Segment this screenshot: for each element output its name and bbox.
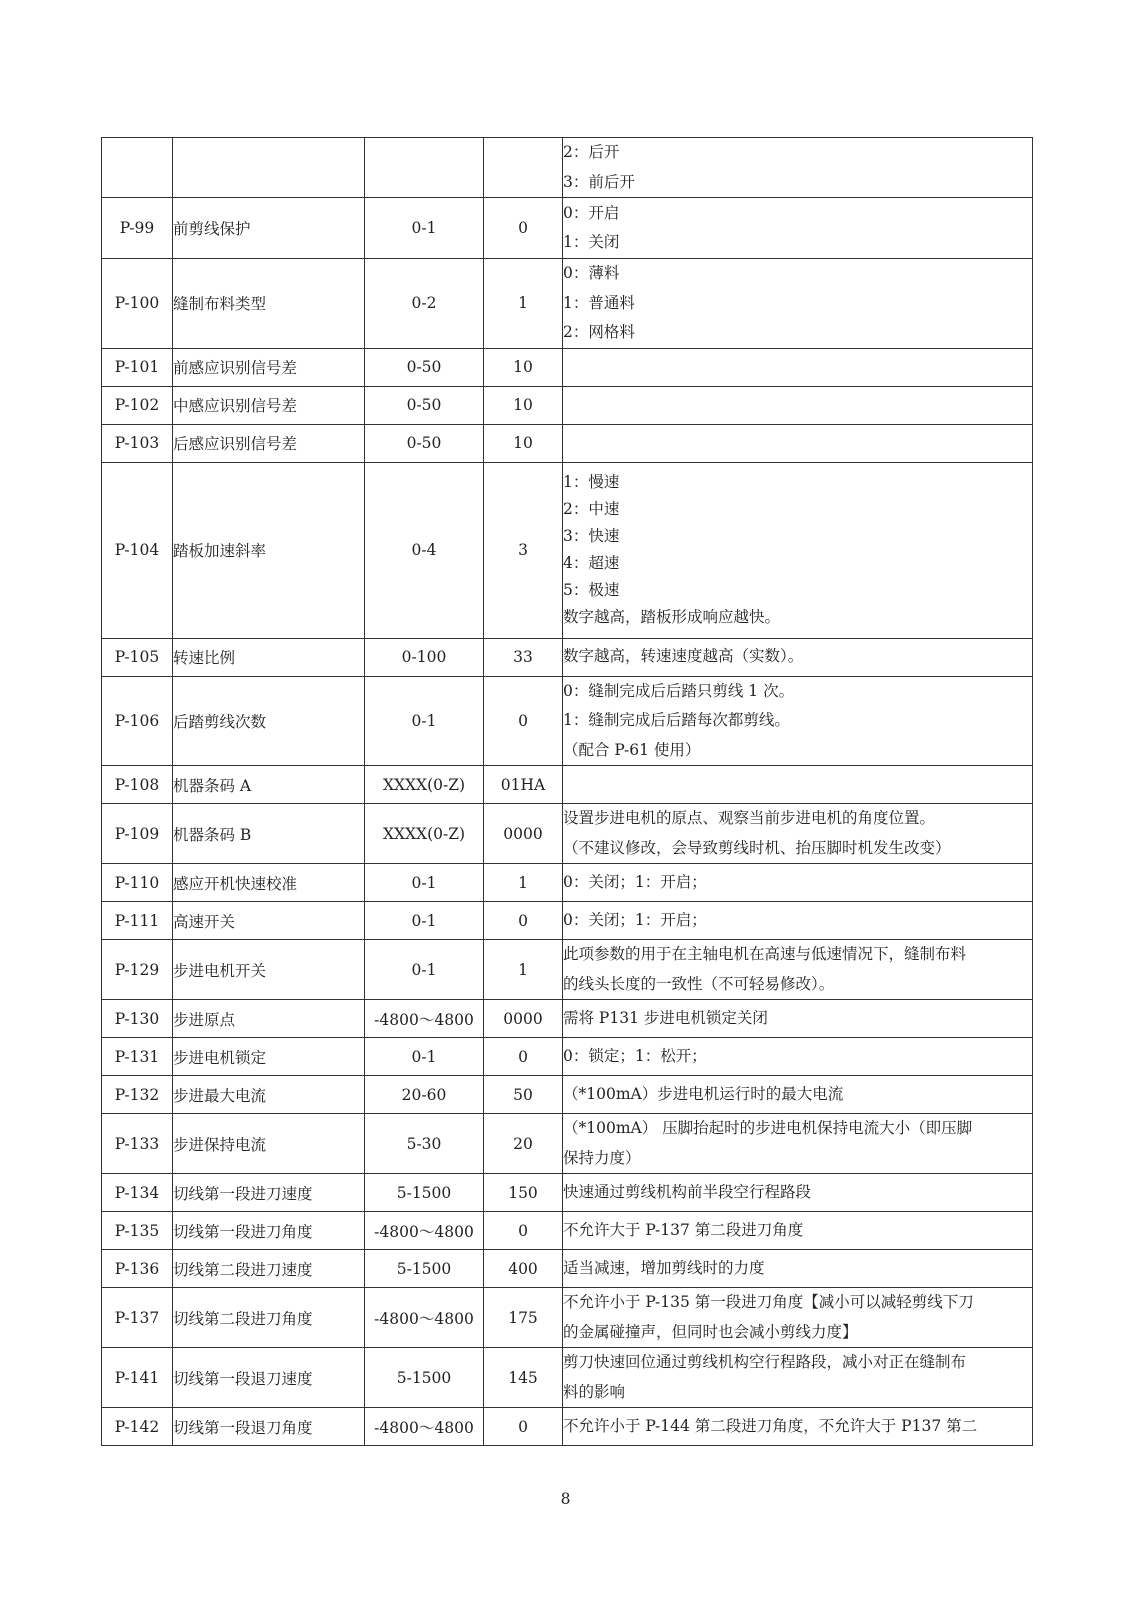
param-range: 0-1 bbox=[365, 198, 484, 259]
description-line: （配合 P-61 使用） bbox=[563, 740, 701, 759]
param-range: 0-1 bbox=[365, 1038, 484, 1076]
param-code: P-106 bbox=[102, 676, 173, 766]
description-line: 0：关闭；1：开启； bbox=[563, 910, 707, 929]
description-line: 3：前后开 bbox=[563, 172, 635, 191]
param-description bbox=[563, 1114, 1033, 1174]
parameter-table bbox=[101, 137, 1033, 1446]
param-code: P-103 bbox=[102, 424, 173, 462]
description-line: 2：网格料 bbox=[563, 323, 635, 341]
description-line: 的金属碰撞声，但同时也会减小剪线力度】 bbox=[563, 1322, 858, 1341]
description-line: （不建议修改，会导致剪线时机、抬压脚时机发生改变） bbox=[563, 838, 951, 857]
param-code: P-108 bbox=[102, 766, 173, 804]
table-row bbox=[102, 766, 1033, 804]
param-description bbox=[563, 1000, 1033, 1038]
table-row bbox=[102, 1174, 1033, 1212]
param-range: 20-60 bbox=[365, 1076, 484, 1114]
table-row bbox=[102, 864, 1033, 902]
description-line: （*100mA）步进电机运行时的最大电流 bbox=[563, 1084, 844, 1103]
description-line: 5：极速 bbox=[563, 581, 620, 599]
param-name: 高速开关 bbox=[173, 902, 365, 940]
param-range: -4800～4800 bbox=[365, 1408, 484, 1446]
param-range: 0-50 bbox=[365, 424, 484, 462]
param-name: 切线第一段退刀角度 bbox=[173, 1408, 365, 1446]
param-description bbox=[563, 1288, 1033, 1348]
table-row bbox=[102, 1038, 1033, 1076]
param-description bbox=[563, 1174, 1033, 1212]
description-line: 4：超速 bbox=[563, 554, 620, 572]
description-line: 需将 P131 步进电机锁定关闭 bbox=[563, 1008, 768, 1027]
table-row bbox=[102, 462, 1033, 638]
param-code: P-133 bbox=[102, 1114, 173, 1174]
param-default: 0 bbox=[484, 1212, 563, 1250]
param-range: 5-1500 bbox=[365, 1174, 484, 1212]
param-description bbox=[563, 424, 1033, 462]
param-code: P-111 bbox=[102, 902, 173, 940]
description-line: 数字越高，转速速度越高（实数）。 bbox=[563, 647, 804, 666]
param-code: P-109 bbox=[102, 804, 173, 864]
table-row bbox=[102, 1348, 1033, 1408]
param-code: P-141 bbox=[102, 1348, 173, 1408]
param-default: 0 bbox=[484, 902, 563, 940]
param-description bbox=[563, 1212, 1033, 1250]
param-default: 01HA bbox=[484, 766, 563, 804]
param-code: P-129 bbox=[102, 940, 173, 1000]
param-code: P-136 bbox=[102, 1250, 173, 1288]
param-description bbox=[563, 1250, 1033, 1288]
param-description bbox=[563, 198, 1033, 259]
table-row bbox=[102, 1076, 1033, 1114]
param-default: 10 bbox=[484, 348, 563, 386]
param-range: 0-50 bbox=[365, 386, 484, 424]
description-line: 1：慢速 bbox=[563, 473, 620, 491]
param-range: XXXX(0-Z) bbox=[365, 804, 484, 864]
param-code: P-100 bbox=[102, 259, 173, 349]
param-name bbox=[173, 138, 365, 198]
param-code: P-142 bbox=[102, 1408, 173, 1446]
description-line: 适当减速，增加剪线时的力度 bbox=[563, 1258, 765, 1277]
table-row bbox=[102, 348, 1033, 386]
page-number: 8 bbox=[560, 1490, 571, 1508]
param-range: -4800～4800 bbox=[365, 1288, 484, 1348]
param-range: XXXX(0-Z) bbox=[365, 766, 484, 804]
param-description bbox=[563, 766, 1033, 804]
description-line: 的线头长度的一致性（不可轻易修改）。 bbox=[563, 974, 835, 993]
param-name: 步进保持电流 bbox=[173, 1114, 365, 1174]
param-default: 0 bbox=[484, 676, 563, 766]
param-default: 50 bbox=[484, 1076, 563, 1114]
param-default: 150 bbox=[484, 1174, 563, 1212]
description-line: 3：快速 bbox=[563, 527, 620, 545]
param-code: P-134 bbox=[102, 1174, 173, 1212]
param-range: 0-1 bbox=[365, 864, 484, 902]
table-row bbox=[102, 804, 1033, 864]
param-default bbox=[484, 138, 563, 198]
table-row bbox=[102, 1288, 1033, 1348]
table-row bbox=[102, 902, 1033, 940]
description-line: 料的影响 bbox=[563, 1382, 626, 1401]
param-range: 0-1 bbox=[365, 902, 484, 940]
table-row bbox=[102, 1114, 1033, 1174]
param-range: -4800～4800 bbox=[365, 1000, 484, 1038]
param-description bbox=[563, 1076, 1033, 1114]
param-description bbox=[563, 804, 1033, 864]
param-default: 400 bbox=[484, 1250, 563, 1288]
description-line: 设置步进电机的原点、观察当前步进电机的角度位置。 bbox=[563, 809, 936, 827]
param-code: P-132 bbox=[102, 1076, 173, 1114]
param-range: 0-50 bbox=[365, 348, 484, 386]
param-code: P-131 bbox=[102, 1038, 173, 1076]
param-code: P-135 bbox=[102, 1212, 173, 1250]
param-range: 0-2 bbox=[365, 259, 484, 349]
param-name: 后感应识别信号差 bbox=[173, 424, 365, 462]
description-line: 数字越高，踏板形成响应越快。 bbox=[563, 608, 781, 626]
param-code: P-130 bbox=[102, 1000, 173, 1038]
param-description bbox=[563, 940, 1033, 1000]
description-line: （*100mA） 压脚抬起时的步进电机保持电流大小（即压脚 bbox=[563, 1119, 973, 1137]
param-code: P-104 bbox=[102, 462, 173, 638]
param-name: 切线第二段进刀角度 bbox=[173, 1288, 365, 1348]
param-name: 切线第一段退刀速度 bbox=[173, 1348, 365, 1408]
param-name: 中感应识别信号差 bbox=[173, 386, 365, 424]
param-default: 0000 bbox=[484, 1000, 563, 1038]
param-default: 1 bbox=[484, 864, 563, 902]
param-range: 0-100 bbox=[365, 638, 484, 676]
param-name: 切线第二段进刀速度 bbox=[173, 1250, 365, 1288]
param-default: 3 bbox=[484, 462, 563, 638]
table-row bbox=[102, 1212, 1033, 1250]
description-line: 0：开启 bbox=[563, 203, 620, 222]
param-name: 转速比例 bbox=[173, 638, 365, 676]
param-range bbox=[365, 138, 484, 198]
param-default: 175 bbox=[484, 1288, 563, 1348]
param-name: 步进最大电流 bbox=[173, 1076, 365, 1114]
param-code: P-110 bbox=[102, 864, 173, 902]
table-row bbox=[102, 1408, 1033, 1446]
description-line: 0：薄料 bbox=[563, 264, 620, 282]
param-code: P-105 bbox=[102, 638, 173, 676]
param-code: P-137 bbox=[102, 1288, 173, 1348]
param-name: 机器条码 B bbox=[173, 804, 365, 864]
param-name: 后踏剪线次数 bbox=[173, 676, 365, 766]
description-line: 0：缝制完成后后踏只剪线 1 次。 bbox=[563, 681, 795, 700]
param-name: 前感应识别信号差 bbox=[173, 348, 365, 386]
table-row bbox=[102, 676, 1033, 766]
param-default: 0 bbox=[484, 198, 563, 259]
param-name: 前剪线保护 bbox=[173, 198, 365, 259]
param-name: 机器条码 A bbox=[173, 766, 365, 804]
param-description bbox=[563, 902, 1033, 940]
param-default: 20 bbox=[484, 1114, 563, 1174]
param-name: 切线第一段进刀速度 bbox=[173, 1174, 365, 1212]
table-row bbox=[102, 424, 1033, 462]
param-code: P-99 bbox=[102, 198, 173, 259]
parameter-table-body bbox=[102, 138, 1033, 1446]
param-range: 0-1 bbox=[365, 676, 484, 766]
param-description bbox=[563, 138, 1033, 198]
param-name: 步进原点 bbox=[173, 1000, 365, 1038]
param-name: 感应开机快速校准 bbox=[173, 864, 365, 902]
param-description bbox=[563, 864, 1033, 902]
table-row bbox=[102, 259, 1033, 349]
param-description bbox=[563, 1408, 1033, 1446]
param-description bbox=[563, 462, 1033, 638]
table-row bbox=[102, 638, 1033, 676]
table-row bbox=[102, 1000, 1033, 1038]
param-name: 步进电机锁定 bbox=[173, 1038, 365, 1076]
param-name: 缝制布料类型 bbox=[173, 259, 365, 349]
param-name: 切线第一段进刀角度 bbox=[173, 1212, 365, 1250]
param-default: 10 bbox=[484, 386, 563, 424]
param-description bbox=[563, 348, 1033, 386]
param-default: 145 bbox=[484, 1348, 563, 1408]
param-description bbox=[563, 1348, 1033, 1408]
param-description bbox=[563, 259, 1033, 349]
param-name: 踏板加速斜率 bbox=[173, 462, 365, 638]
param-range: 0-1 bbox=[365, 940, 484, 1000]
param-code bbox=[102, 138, 173, 198]
description-line: 剪刀快速回位通过剪线机构空行程路段，减小对正在缝制布 bbox=[563, 1353, 967, 1371]
param-default: 0 bbox=[484, 1408, 563, 1446]
description-line: 保持力度） bbox=[563, 1148, 641, 1167]
param-description bbox=[563, 1038, 1033, 1076]
param-default: 33 bbox=[484, 638, 563, 676]
param-default: 1 bbox=[484, 259, 563, 349]
table-row bbox=[102, 1250, 1033, 1288]
description-line: 1：关闭 bbox=[563, 233, 620, 251]
param-name: 步进电机开关 bbox=[173, 940, 365, 1000]
param-default: 1 bbox=[484, 940, 563, 1000]
description-line: 0：关闭；1：开启； bbox=[563, 872, 707, 891]
description-line: 不允许大于 P-137 第二段进刀角度 bbox=[563, 1220, 804, 1239]
param-range: 5-30 bbox=[365, 1114, 484, 1174]
description-line: 此项参数的用于在主轴电机在高速与低速情况下，缝制布料 bbox=[563, 945, 967, 963]
param-description bbox=[563, 676, 1033, 766]
param-range: -4800～4800 bbox=[365, 1212, 484, 1250]
description-line: 不允许小于 P-135 第一段进刀角度【减小可以减轻剪线下刀 bbox=[563, 1293, 974, 1311]
description-line: 2：中速 bbox=[563, 500, 620, 518]
description-line: 2：后开 bbox=[563, 143, 620, 161]
description-line: 快速通过剪线机构前半段空行程路段 bbox=[563, 1182, 812, 1201]
param-description bbox=[563, 638, 1033, 676]
param-description bbox=[563, 386, 1033, 424]
param-default: 10 bbox=[484, 424, 563, 462]
param-range: 0-4 bbox=[365, 462, 484, 638]
description-line: 0：锁定；1：松开； bbox=[563, 1046, 707, 1065]
param-range: 5-1500 bbox=[365, 1250, 484, 1288]
param-code: P-101 bbox=[102, 348, 173, 386]
description-line: 1：普通料 bbox=[563, 293, 635, 312]
param-range: 5-1500 bbox=[365, 1348, 484, 1408]
param-default: 0 bbox=[484, 1038, 563, 1076]
description-line: 不允许小于 P-144 第二段进刀角度，不允许大于 P137 第二 bbox=[563, 1416, 978, 1435]
description-line: 1：缝制完成后后踏每次都剪线。 bbox=[563, 711, 790, 729]
table-row bbox=[102, 386, 1033, 424]
table-row bbox=[102, 198, 1033, 259]
param-default: 0000 bbox=[484, 804, 563, 864]
table-row bbox=[102, 940, 1033, 1000]
param-code: P-102 bbox=[102, 386, 173, 424]
table-row bbox=[102, 138, 1033, 198]
